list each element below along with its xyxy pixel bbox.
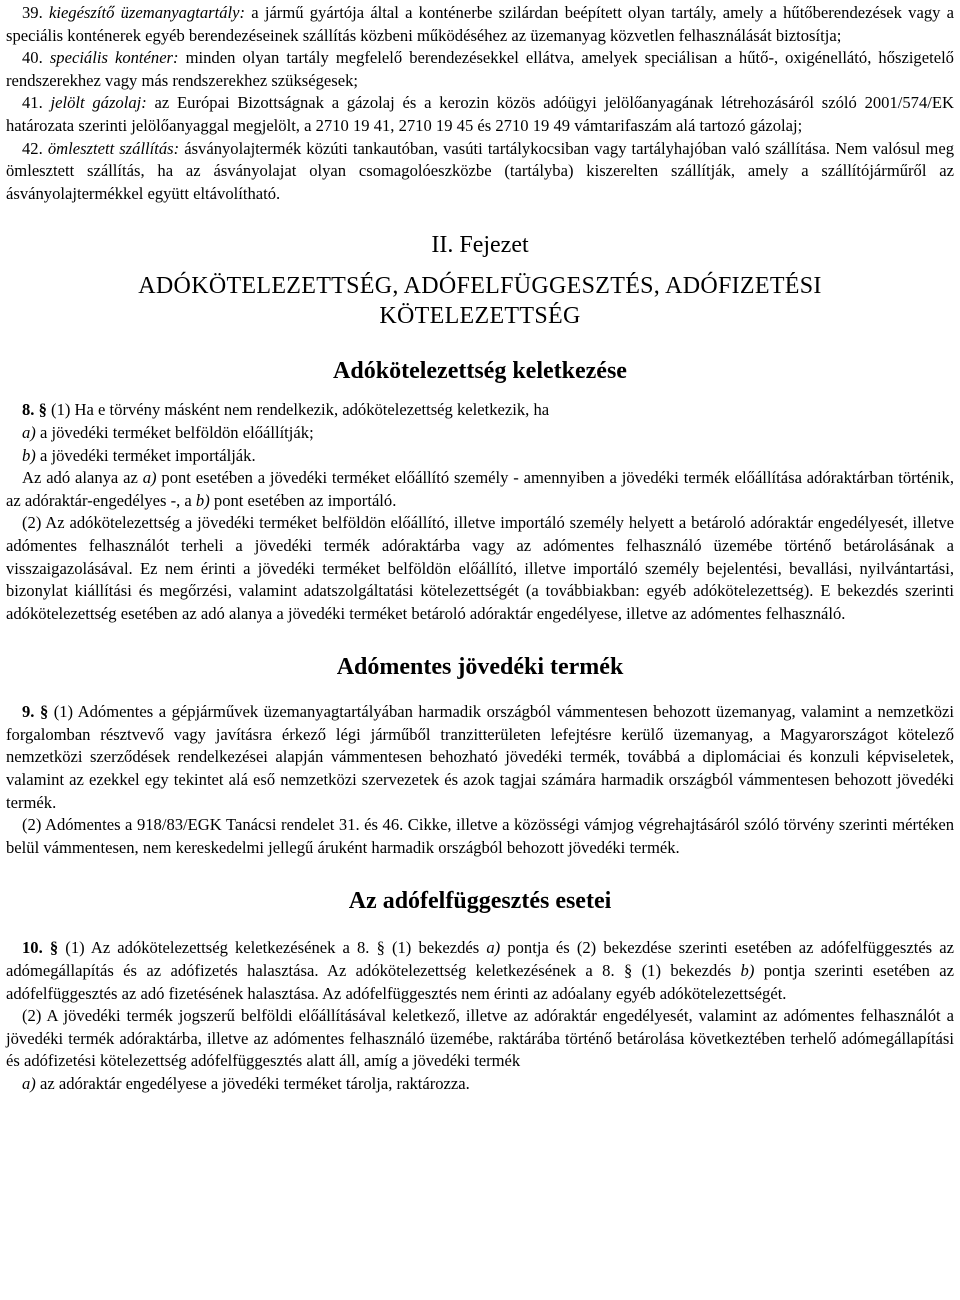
definition-text: a jármű gyártója által a konténerbe szilárdan beépített olyan tartály, amely a hűtőberendezések vagy a speciális konténerek egyéb berendezéseinek szállítás közbeni működéséhez az üzemanyag közvetlen felhasználását biztosítja; [6,3,954,45]
definition-number: 42. [22,138,43,158]
definition-39 [6,2,954,47]
section-sign: § [39,702,49,722]
point-label: b) [22,445,36,465]
section-number: 9. [22,702,35,722]
section-heading-10: Az adófelfüggesztés esetei [348,888,612,915]
definition-text: ásványolajtermék közúti tankautóban, vasúti tartálykocsiban vagy tartályhajóban való szállítása. Nem valósul meg ömlesztett szállítás, ha az ásványolajat olyan csomagolóeszközbe (tartályba) kiszerelten szállítják, amely a szállítójárműről az ásványolajtermékkel együtt eltávolítható. [6,138,954,203]
definition-term: jelölt gázolaj: [50,93,147,113]
text-run: pontja szerinti esetében az adófelfüggesztés az adó fizetésének halasztása. Az adófelfüggesztés nem érinti az adóalany egyéb adókötelezettségét. [6,961,954,1003]
chapter-title-line2: KÖTELEZETTSÉG [379,303,581,330]
point-text: a jövedéki terméket belföldön előállítják; [35,422,314,442]
section-sign: § [38,400,47,420]
section-8-paragraph-2: (2) Az adókötelezettség a jövedéki terméket belföldön előállító, illetve importáló személy helyett a betároló adóraktár engedélyesét, illetve adómentes felhasználót terheli a jövedéki termék adóraktárba vagy az adómentes felhasználó üzemébe történő betárolásának a visszaigazolásával. Ez nem érinti a jövedéki terméket belföldön előállító, illetve importáló személy bejelentési, bevallási, nyilvántartási, bizonylat kiállítási és megőrzési, valamint adatszolgáltatási kötelezettségét (a továbbiakban: egyéb adókötelezettség). E bekezdés szerinti adókötelezettség esetében az adó alanya a jövedéki terméket betároló adóraktár engedélyese, illetve az adómentes felhasználó. [6,513,954,623]
section-8-intro [6,399,954,422]
text-run: pont esetében a jövedéki terméket előállító személy - amennyiben a jövedéki termék előállítása adóraktárban történik, az adóraktár-engedélyes -, a [6,468,954,510]
point-label: a) [22,422,36,442]
definition-term: kiegészítő üzemanyagtartály: [48,3,246,22]
definition-text: minden olyan tartály megfelelő berendezésekkel ellátva, amelyek speciálisan a hűtő-, oxigénellátó, hőszigetelő rendszerekhez vagy más rendszerekhez szükségesek; [6,48,954,90]
section-9-paragraph-2: (2) Adómentes a 918/83/EGK Tanácsi rendelet 31. és 46. Cikke, illetve a közösségi vámjog végrehajtásáról szóló törvény szerinti mértéken belül vámmentesen, nem kereskedelmi jellegű áruként harmadik országból behozott jövedéki termék. [6,815,954,857]
text-run: Az adó alanya az [22,468,143,488]
definition-number: 41. [22,93,43,113]
definition-number: 40. [22,48,43,68]
section-heading-9: Adómentes jövedéki termék [336,654,624,681]
definition-40 [6,47,954,92]
chapter-label: II. Fejezet [431,232,529,259]
section-10-paragraph-2: (2) A jövedéki termék jogszerű belföldi előállításával keletkező, illetve az adóraktár engedélyesét, valamint az adómentes felhasználót a jövedéki termék adóraktárba, illetve az adómentes felhasználó üzemébe, raktárába történő betárolása következtében terhelő adómegállapítási és adófizetési kötelezettség adófelfüggesztés alatt áll, amíg a jövedéki termék [6,1006,954,1071]
section-text: (1) Adómentes a gépjárművek üzemanyagtartályában harmadik országból vámmentesen behozott üzemanyag, valamint a nemzetközi forgalomban résztvevő vagy javításra érkező légi járműből tranzitterületen lefejtésre kerülő üzemanyag, a Magyarországot kötelező nemzetközi szerződések rendelkezései alapján vámmentesen behozható jövedéki termék, továbbá a diplomáciai és konzuli képviseletek, valamint az ezekkel egy tekintet alá eső nemzetközi szervezetek és azok tagjai számára harmadik országból vámmentesen behozott jövedéki termék. [6,702,954,812]
section-heading-8: Adókötelezettség keletkezése [333,358,627,385]
point-label: a) [22,1074,36,1093]
section-sign: § [49,938,59,958]
text-run: pont esetében az importáló. [209,490,397,510]
definition-41 [6,92,954,137]
point-text: az adóraktár engedélyese a jövedéki terméket tárolja, raktározza. [35,1074,470,1093]
section-10-paragraph-1 [6,937,954,1005]
section-text: (1) Ha e törvény másként nem rendelkezik, adókötelezettség keletkezik, ha [46,400,550,420]
text-run: pontja és (2) bekezdése szerinti esetében az adófelfüggesztés az adómegállapítás és az adófizetés halasztása. Az adókötelezettség keletkezésének a 8. § (1) bekezdés [6,938,954,981]
definition-text: az Európai Bizottságnak a gázolaj és a kerozin közös adóügyi jelölőanyagának létrehozásáról szóló 2001/574/EK határozata szerinti jelölőanyaggal megjelölt, a 2710 19 41, 2710 19 45 és 2710 19 49 vámtarifaszám alá tartozó gázolaj; [6,93,954,135]
text-run: (1) Az adókötelezettség keletkezésének a 8. § (1) bekezdés [58,938,487,958]
point-ref: a) [486,938,501,958]
section-number: 8. [22,400,35,420]
chapter-title-line1: ADÓKÖTELEZETTSÉG, ADÓFELFÜGGESZTÉS, ADÓFIZETÉSI [138,273,822,300]
section-9-paragraph-1 [6,701,954,814]
definition-term: speciális konténer: [49,48,179,68]
point-ref: b) [740,961,755,981]
section-8-subject [6,467,954,512]
section-8-point-a [6,422,954,445]
point-text: a jövedéki terméket importálják. [35,445,256,465]
point-ref: a) [142,468,157,488]
section-8-point-b [6,445,954,468]
point-ref: b) [195,490,210,510]
section-10-point-a [6,1073,954,1096]
section-number: 10. [22,938,43,958]
definition-term: ömlesztett szállítás: [47,138,180,158]
definition-42 [6,138,954,206]
definition-number: 39. [22,3,43,22]
